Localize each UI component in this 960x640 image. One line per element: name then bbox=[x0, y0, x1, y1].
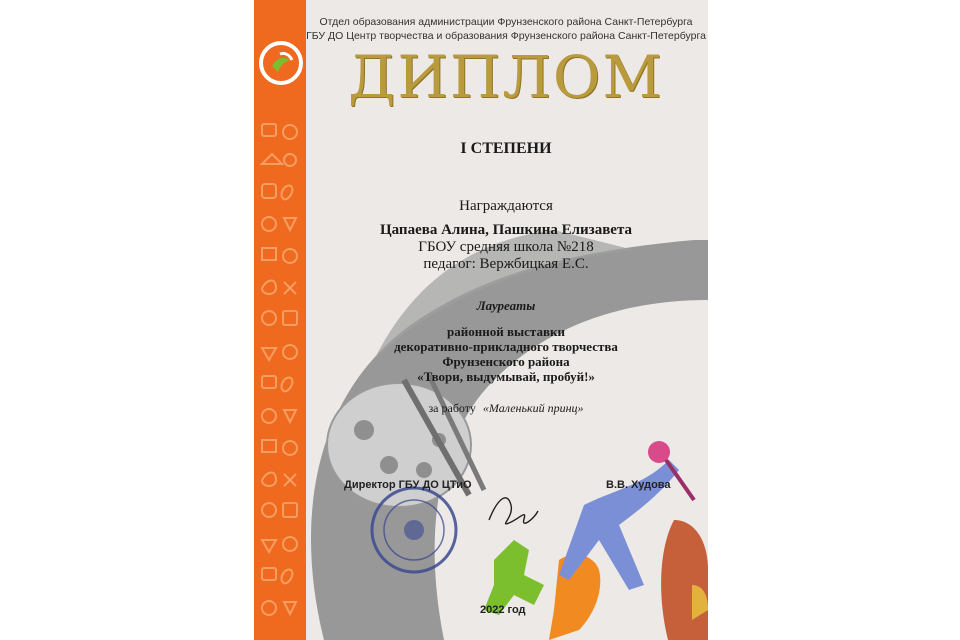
work-line bbox=[304, 401, 708, 416]
signature-position: Директор ГБУ ДО ЦТиО bbox=[344, 479, 472, 491]
event-line-1: районной выставки bbox=[447, 324, 565, 339]
handwritten-signature bbox=[489, 498, 538, 524]
stripe-pattern-icons bbox=[256, 118, 304, 638]
diploma-title: ДИПЛОМ bbox=[348, 43, 664, 111]
event-line-2: декоративно-прикладного творчества bbox=[394, 339, 618, 354]
header-line-2: ГБУ ДО Центр творчества и образования Фрунзенского района Санкт-Петербурга bbox=[306, 30, 706, 42]
header-line-1: Отдел образования администрации Фрунзенского района Санкт-Петербурга bbox=[319, 16, 693, 28]
laureates-label: Лауреаты bbox=[476, 298, 536, 313]
diploma-document bbox=[254, 0, 708, 640]
school-name: ГБОУ средняя школа №218 bbox=[418, 239, 594, 255]
work-title: «Маленький принц» bbox=[482, 401, 584, 415]
signature-name: В.В. Худова bbox=[606, 479, 671, 491]
recipients-names: Цапаева Алина, Пашкина Елизавета bbox=[379, 222, 633, 238]
degree-label: I СТЕПЕНИ bbox=[460, 140, 552, 157]
year-label: 2022 год bbox=[480, 604, 526, 616]
event-line-4: «Твори, выдумывай, пробуй!» bbox=[417, 369, 595, 384]
palette-paint-spot bbox=[380, 456, 398, 474]
seal-emblem bbox=[404, 520, 424, 540]
awarded-label: Награждаются bbox=[459, 198, 553, 214]
event-line-3: Фрунзенского района bbox=[442, 354, 570, 369]
palette-paint-spot bbox=[416, 462, 432, 478]
work-label: за работу bbox=[428, 401, 476, 415]
palette-paint-spot bbox=[354, 420, 374, 440]
teacher-name: педагог: Вержбицкая Е.С. bbox=[423, 256, 589, 272]
cello-icon bbox=[661, 520, 708, 640]
center-logo-icon bbox=[258, 40, 304, 86]
